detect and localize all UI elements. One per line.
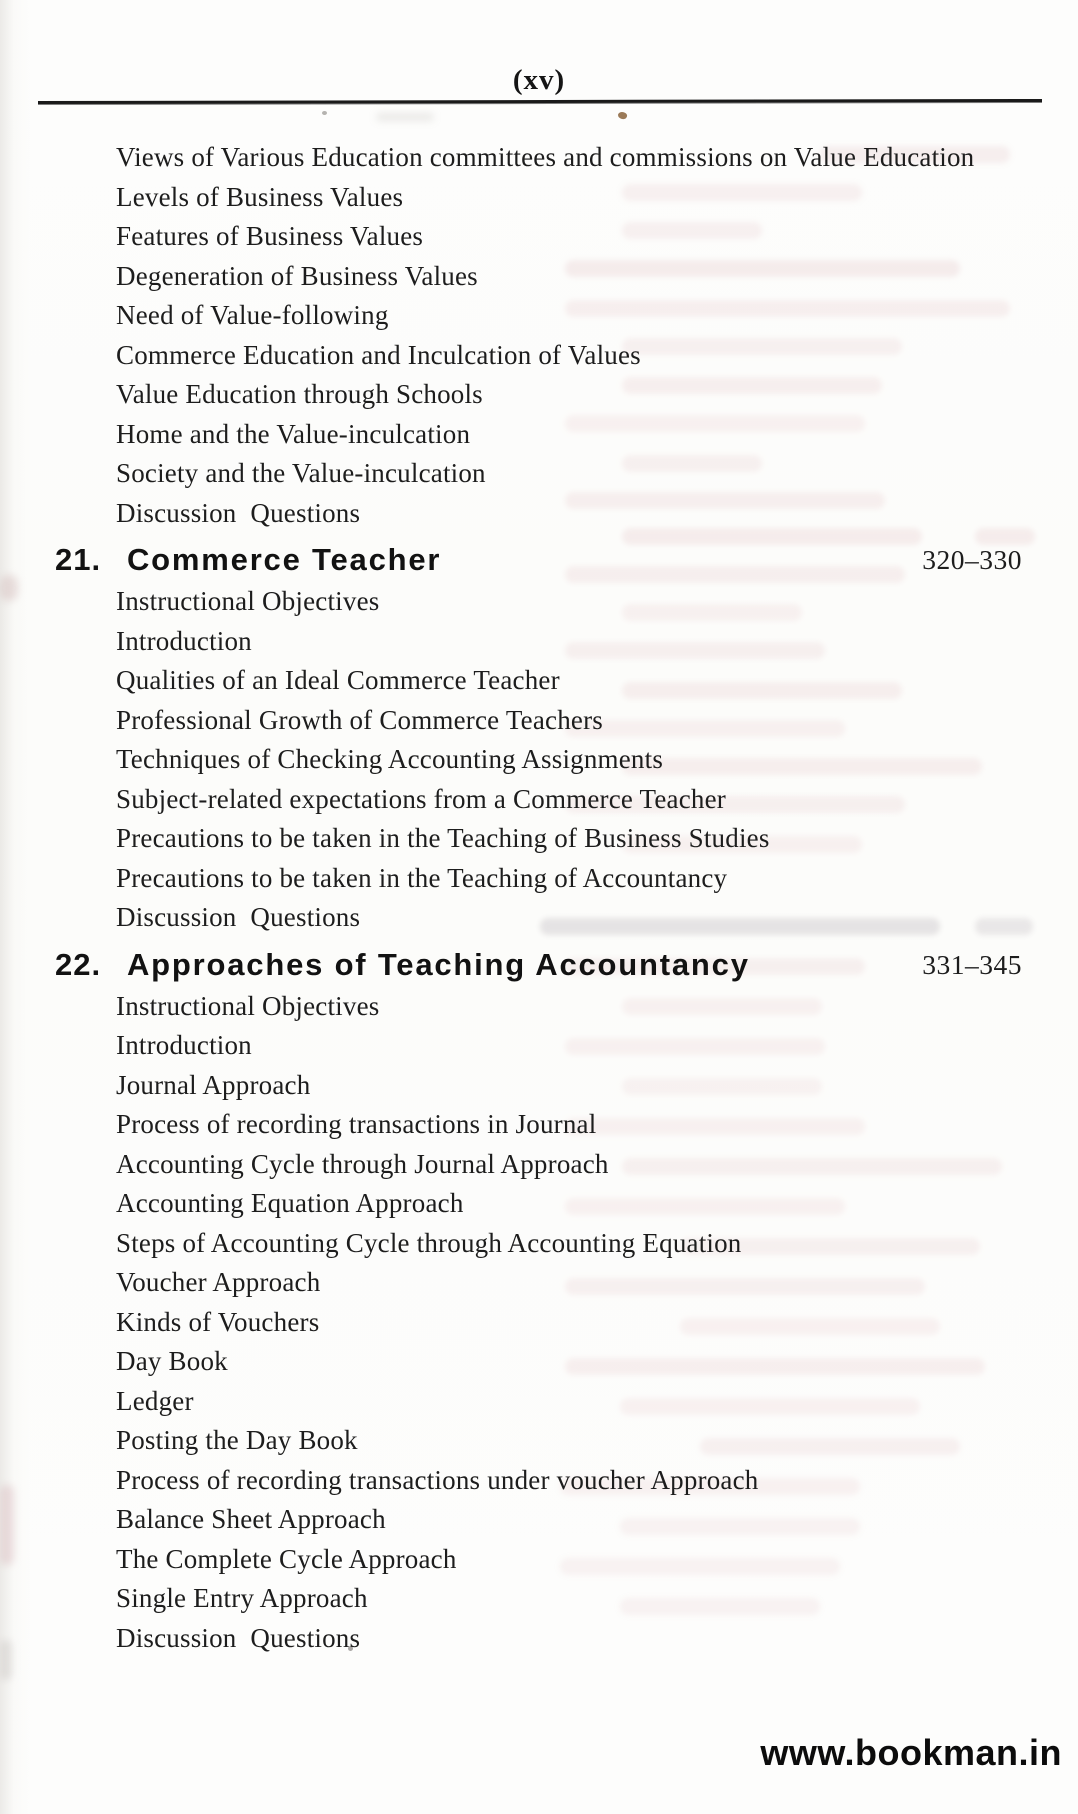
toc-item: Balance Sheet Approach [116, 1504, 386, 1534]
toc-item: Society and the Value-inculcation [116, 458, 486, 488]
toc-item: Levels of Business Values [116, 181, 404, 212]
chapter-title: Approaches of Teaching Accountancy [127, 946, 750, 982]
toc-item: Introduction [116, 1030, 252, 1060]
toc-item: Posting the Day Book [116, 1425, 358, 1455]
toc-item: Discussion Questions [116, 902, 361, 932]
chapter-heading [0, 943, 1078, 987]
toc-item: Features of Business Values [116, 221, 424, 251]
toc-item: Views of Various Education committees and commissions on Value Education [116, 142, 975, 172]
toc-item: Introduction [116, 625, 252, 656]
page-number-label: (xv) [512, 64, 566, 96]
toc-item: Techniques of Checking Accounting Assignments [116, 744, 664, 774]
table-of-contents [0, 138, 1078, 1658]
scan-speck [322, 111, 327, 115]
scan-speck [617, 110, 628, 120]
scan-smudge [376, 113, 434, 121]
chapter-number: 22. [55, 946, 102, 982]
toc-item: Professional Growth of Commerce Teachers [116, 704, 603, 735]
chapter-pages: 331–345 [922, 948, 1022, 980]
toc-item: Value Education through Schools [116, 379, 483, 409]
chapter-number: 21. [55, 542, 102, 577]
toc-item: Subject-related expectations from a Commerce Teacher [116, 783, 726, 814]
toc-item: Discussion Questions [116, 1622, 361, 1653]
toc-item: Precautions to be taken in the Teaching of Business Studies [116, 823, 770, 853]
toc-item: Day Book [116, 1346, 228, 1376]
toc-item: Journal Approach [116, 1069, 311, 1100]
toc-item: Instructional Objectives [116, 990, 380, 1021]
watermark-url: www.bookman.in [760, 1732, 1062, 1773]
toc-item: Single Entry Approach [116, 1583, 368, 1613]
toc-item: Ledger [116, 1385, 194, 1416]
chapter-pages: 320–330 [922, 544, 1022, 575]
toc-item: Accounting Equation Approach [116, 1188, 464, 1218]
toc-item: Process of recording transactions in Journal [116, 1109, 597, 1139]
toc-item: Precautions to be taken in the Teaching of Accountancy [116, 862, 728, 893]
toc-item: Instructional Objectives [116, 586, 380, 616]
toc-item: Steps of Accounting Cycle through Accounting Equation [116, 1227, 742, 1258]
toc-item: Qualities of an Ideal Commerce Teacher [116, 665, 560, 695]
toc-item: Home and the Value-inculcation [116, 418, 471, 449]
toc-item: The Complete Cycle Approach [116, 1543, 457, 1574]
toc-item: Degeneration of Business Values [116, 260, 478, 291]
chapter-title: Commerce Teacher [127, 542, 442, 577]
toc-item: Kinds of Vouchers [116, 1306, 320, 1337]
header-rule [38, 99, 1042, 104]
chapter-heading [0, 538, 1078, 582]
toc-item: Voucher Approach [116, 1267, 321, 1297]
toc-item: Process of recording transactions under voucher Approach [116, 1464, 759, 1495]
toc-item: Accounting Cycle through Journal Approach [116, 1148, 609, 1179]
toc-item: Need of Value-following [116, 300, 389, 330]
toc-item: Commerce Education and Inculcation of Values [116, 339, 641, 370]
toc-item: Discussion Questions [116, 497, 361, 528]
